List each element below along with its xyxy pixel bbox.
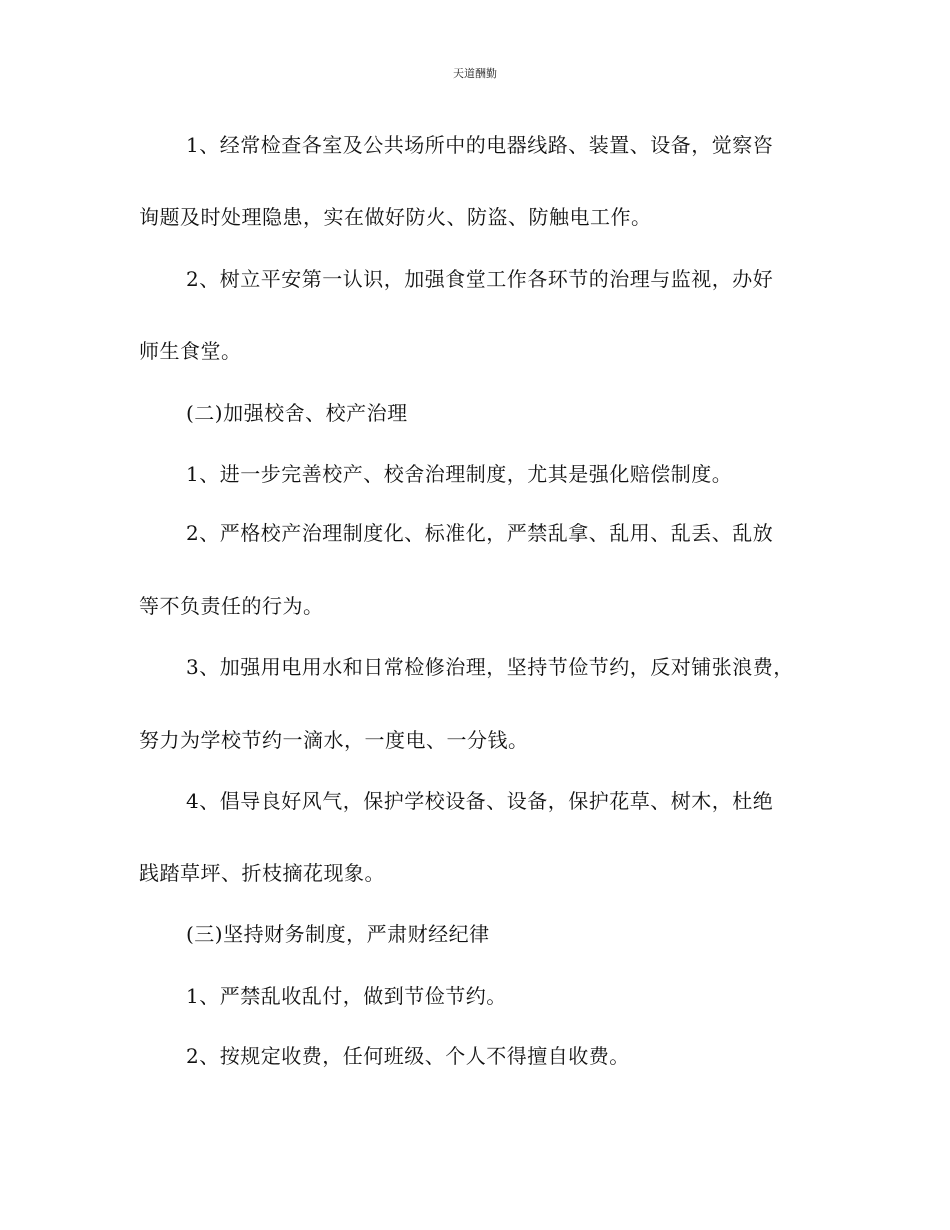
paragraph-line: 努力为学校节约一滴水，一度电、一分钱。 [139,728,529,752]
paragraph-line: 1、严禁乱收乱付，做到节俭节约。 [186,984,507,1008]
paragraph-line: 2、严格校产治理制度化、标准化，严禁乱拿、乱用、乱丢、乱放 [186,521,774,545]
paragraph-line: 3、加强用电用水和日常检修治理，坚持节俭节约，反对铺张浪费， [186,655,794,679]
paragraph-line: 2、树立平安第一认识，加强食堂工作各环节的治理与监视，办好 [186,267,774,291]
paragraph-line: 2、按规定收费，任何班级、个人不得擅自收费。 [186,1044,630,1068]
paragraph-line: 践踏草坪、折枝摘花现象。 [139,861,385,885]
paragraph-line: 4、倡导良好风气，保护学校设备、设备，保护花草、树木，杜绝 [186,789,774,813]
paragraph-line: 1、经常检查各室及公共场所中的电器线路、装置、设备，觉察咨 [186,133,774,157]
paragraph-line: 1、进一步完善校产、校舍治理制度，尤其是强化赔偿制度。 [186,462,733,486]
paragraph-line: 询题及时处理隐患，实在做好防火、防盗、防触电工作。 [139,205,652,229]
paragraph-line: 等不负责任的行为。 [139,594,324,618]
section-heading: (二)加强校舍、校产治理 [186,401,408,425]
page-header: 天道酬勤 [453,67,497,80]
section-heading: (三)坚持财务制度，严肃财经纪律 [186,922,490,946]
paragraph-line: 师生食堂。 [139,339,242,363]
